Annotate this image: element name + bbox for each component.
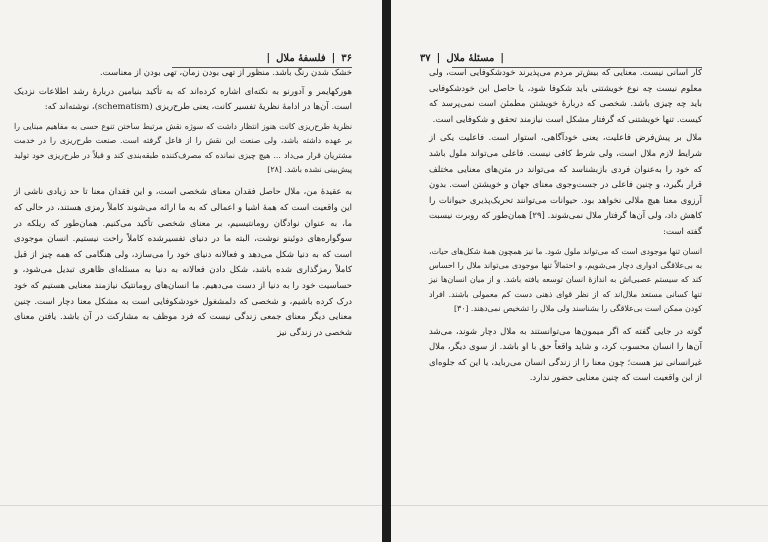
paragraph: به عقیدهٔ من، ملال حاصل فقدان معنای شخصی است، و این فقدان معنا تا حد زیادی ناشی از این واقعیت است که همهٔ اشیا و اعمالی که به ما ارائه می‌شوند کاملاً رمزی هستند، در حالی که ما، به عنوان نوادگان رومانتیسیم، بر معنای شخصی تأکید می‌کنیم. همان‌طور که ریلکه در سوگواره‌های دوئینو نوشت، البته ما در دنیای تفسیرشده کاملاً راحت نیستیم. انسان موجودی است که به دنیا شکل می‌دهد و فعالانه دنیای خود را می‌سازد، ولی هنگامی که همه چیز از قبل کاملاً رمزگذاری شده باشد، شکل دادن فعالانه به دنیا به مسئله‌ای ظاهری تبدیل می‌شود، و حساسیت خود را به دنیا از دست می‌دهیم. ما انسان‌های رومانتیک نیازمند معنایی هستیم که خود درک کرده باشیم، و شخصی که دلمشغول خودشکوفایی است به مشکل معنا دچار است. چنین معنایی دیگر معنای جمعی زندگی نیست که فرد موظف به مشارکت در آن باشد. یافتن معنای شخصی در زندگی نیز xyxy=(14,187,352,338)
left-page-number: ۳۶ xyxy=(341,53,352,64)
paragraph: کار آسانی نیست. معنایی که بیش‌تر مردم می‌پذیرند خودشکوفایی است، ولی معلوم نیست چه نوع خویشتنی باید شکوفا شود، یا حاصل این خودشکوفایی باید چه چیزی باشد. شخصی که دربارهٔ خویشتن مطمئن است نمی‌پرسد که کیست. تنها خویشتنی که گرفتار مشکل است نیازمند تحقق و شکوفایی است. xyxy=(429,68,702,125)
left-header-rule xyxy=(172,67,352,68)
page-edge-line xyxy=(0,505,382,506)
right-page-number: ۳۷ xyxy=(419,53,431,64)
page-edge-line xyxy=(391,505,768,506)
block-quote: نظریهٔ طرح‌ریزی کانت هنوز انتظار داشت که سوژه نقش مرتبط ساختن تنوع حسی به مفاهیم مبنایی را بر عهده داشته باشد، ولی صنعت این نقش را از فاعل گرفته است. صنعت طرح‌ریزی را در خدمت مشتریان قرار می‌داد ... هیچ چیزی نمانده که مصرف‌کننده طبقه‌بندی کند و قبلاً در طرح‌ریزی خود تولید پیش‌بینی نشده باشد. [۲۸] xyxy=(14,121,352,174)
block-quote: انسان تنها موجودی است که می‌تواند ملول شود. ما نیز همچون همهٔ شکل‌های حیات، به بی‌علاقگی ادواری دچار می‌شویم، و احتمالاً تنها موجودی می‌تواند ملال را احساس کند که سیستم عصبی‌اش به اندازهٔ انسان توسعه یافته باشد. و از میان انسان‌ها نیز تنها کسانی مستعد ملال‌اند که از نظر قوای ذهنی دست کم معمولی باشند. افراد کودن ممکن است بی‌علاقگی را بشناسند ولی ملال را تشخیص نمی‌دهند. [۳۰] xyxy=(429,246,702,314)
paragraph: گوته در جایی گفته که اگر میمون‌ها می‌توانستند به ملال دچار شوند، می‌شد آن‌ها را انسان محسوب کرد، و شاید واقعاً حق با او باشد. از سوی دیگر، ملال غیرانسانی نیز هست؛ چون معنا را از زندگی انسان می‌رباید، یا این که جلوه‌ای از این واقعیت است که چنین معنایی حضور ندارد. xyxy=(429,326,702,384)
right-book-title: مسئلهٔ ملال xyxy=(446,53,495,64)
book-gutter xyxy=(382,0,391,542)
right-page xyxy=(391,0,768,542)
left-book-title: فلسفهٔ ملال xyxy=(276,53,326,64)
left-page-header: ۳۶|فلسفهٔ ملال| xyxy=(266,53,352,64)
right-page-header: |مسئلهٔ ملال|۳۷ xyxy=(419,53,504,64)
left-page xyxy=(0,0,382,542)
paragraph: هورکهایمر و آدورنو به نکته‌ای اشاره کرده‌اند که به تأکید بنیامین دربارهٔ رشد اطلاعات نزدیک است. آن‌ها در ادامهٔ نظریهٔ تفسیر کانت، یعنی طرح‌ریزی (schematism)، نوشته‌اند که: xyxy=(14,86,352,113)
right-header-rule xyxy=(452,67,702,68)
paragraph: خشک شدن رنگ باشد. منظور از تهی بودن زمان، تهی بودن از معناست. xyxy=(99,68,352,78)
paragraph: ملال بر پیش‌فرض فاعلیت، یعنی خودآگاهی، استوار است. فاعلیت یکی از شرایط لازم ملال است، ولی شرط کافی نیست. فاعلی می‌تواند ملول باشد که خود را به‌عنوان فردی بازبشناسد که می‌تواند در متن‌های معنایی مختلف قرار بگیرد، و چنین فاعلی در جست‌وجوی معنای جهان و خویشتن است. بدون آرزوی معنا هیچ ملالی نخواهد بود. حیوانات می‌توانند تحریک‌پذیری حیوانات را کاهش داد، ولی آن‌ها گرفتار ملال نمی‌شوند. [۲۹] همان‌طور که روبرت نیسبت گفته است: xyxy=(429,133,702,237)
